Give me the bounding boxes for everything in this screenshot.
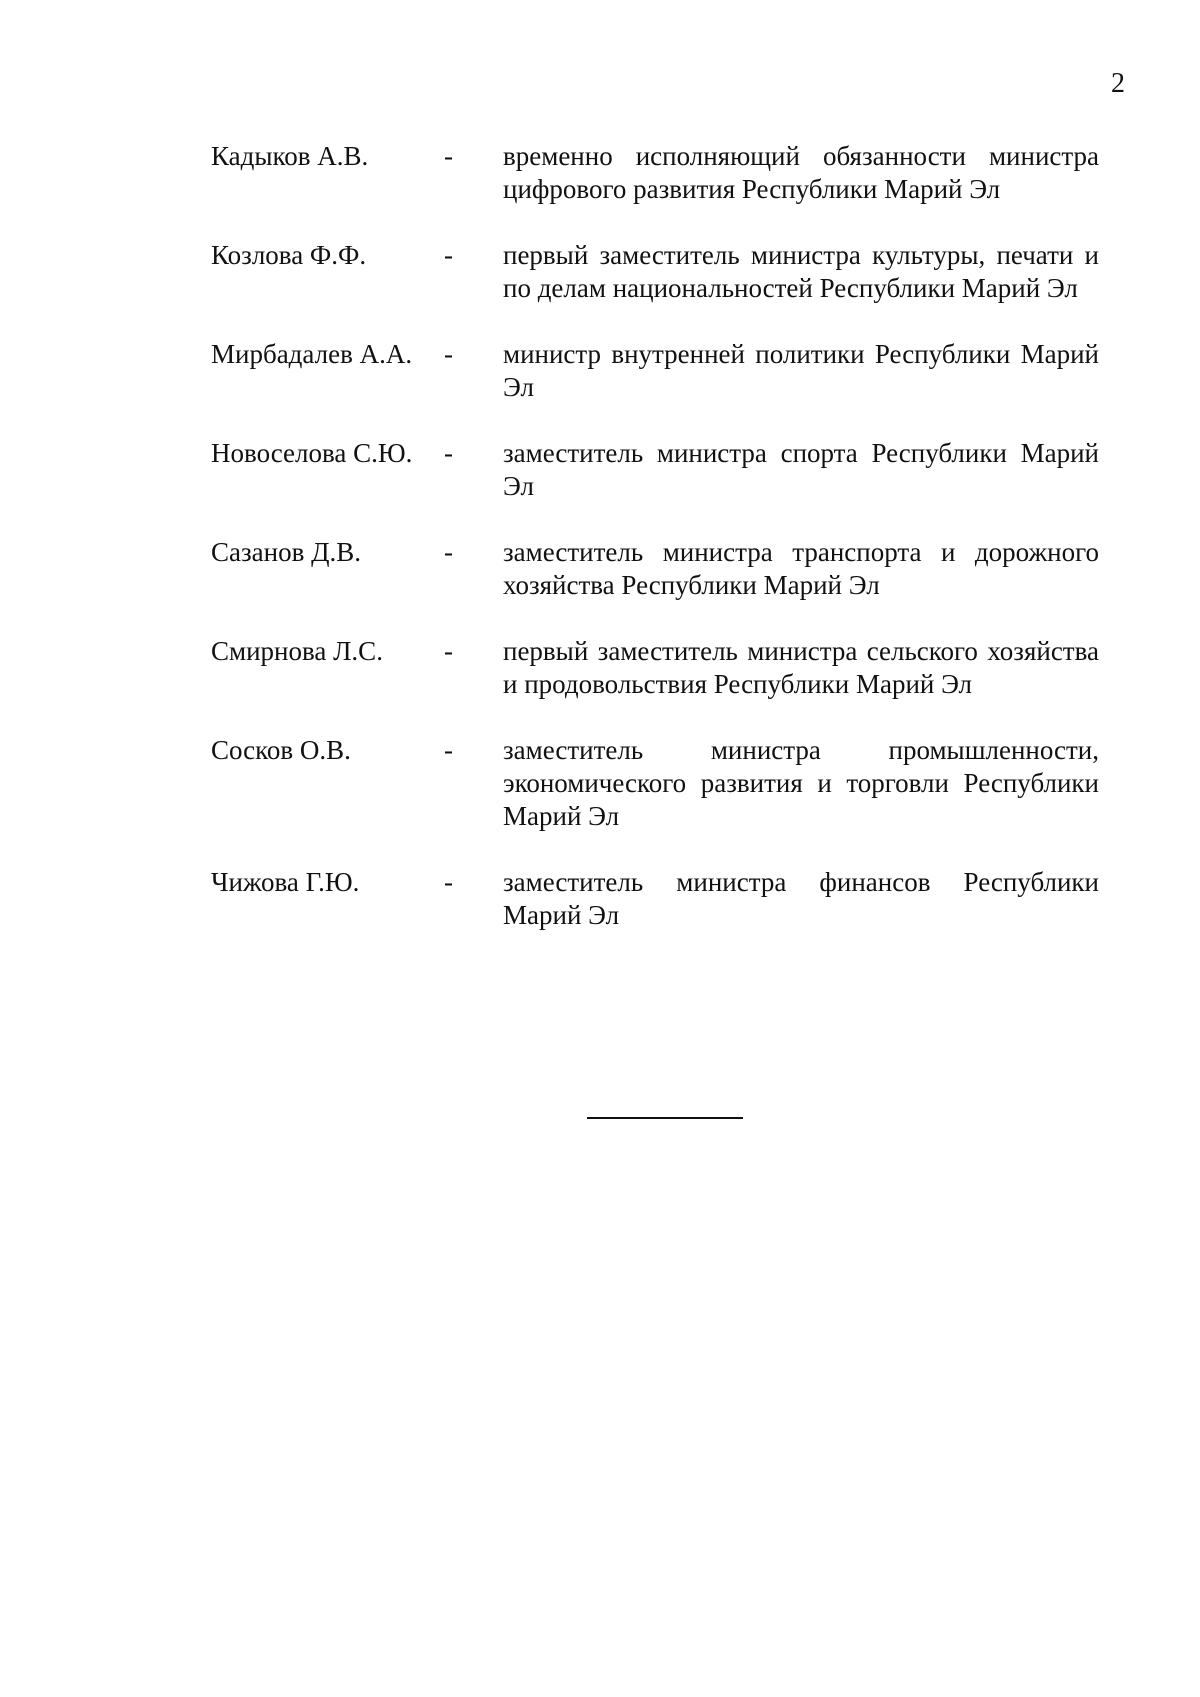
list-item <box>211 635 1099 701</box>
member-position: временно исполняющий обязанности министра цифрового развития Республики Марий Эл <box>503 141 1099 204</box>
member-position: заместитель министра транспорта и дорожного хозяйства Республики Марий Эл <box>503 537 1099 600</box>
member-list <box>211 140 1099 965</box>
list-item <box>211 866 1099 932</box>
list-item <box>211 734 1099 833</box>
member-name: Смирнова Л.С. <box>211 636 383 666</box>
list-item <box>211 239 1099 305</box>
member-name: Чижова Г.Ю. <box>211 867 360 897</box>
dash-separator: - <box>444 636 453 666</box>
dash-separator: - <box>444 339 453 369</box>
member-name: Сосков О.В. <box>211 735 351 765</box>
dash-separator: - <box>444 867 453 897</box>
list-item <box>211 437 1099 503</box>
member-name: Сазанов Д.В. <box>211 537 362 567</box>
dash-separator: - <box>444 240 453 270</box>
member-name: Мирбадалев А.А. <box>211 339 413 369</box>
list-item <box>211 338 1099 404</box>
member-name: Козлова Ф.Ф. <box>211 240 367 270</box>
dash-separator: - <box>444 735 453 765</box>
list-item <box>211 140 1099 206</box>
page-number: 2 <box>1111 68 1125 99</box>
closing-rule <box>587 1117 743 1119</box>
member-position: заместитель министра спорта Республики Марий Эл <box>503 438 1099 501</box>
member-position: первый заместитель министра сельского хозяйства и продовольствия Республики Марий Эл <box>503 636 1099 699</box>
list-item <box>211 536 1099 602</box>
member-name: Кадыков А.В. <box>211 141 369 171</box>
dash-separator: - <box>444 438 453 468</box>
member-position: первый заместитель министра культуры, печати и по делам национальностей Республики Марий Эл <box>503 240 1099 303</box>
dash-separator: - <box>444 537 453 567</box>
member-position: заместитель министра финансов Республики Марий Эл <box>503 867 1099 930</box>
member-position: заместитель министра промышленности, экономического развития и торговли Республики Марий Эл <box>503 735 1099 831</box>
member-name: Новоселова С.Ю. <box>211 438 413 468</box>
dash-separator: - <box>444 141 453 171</box>
member-position: министр внутренней политики Республики Марий Эл <box>503 339 1099 402</box>
